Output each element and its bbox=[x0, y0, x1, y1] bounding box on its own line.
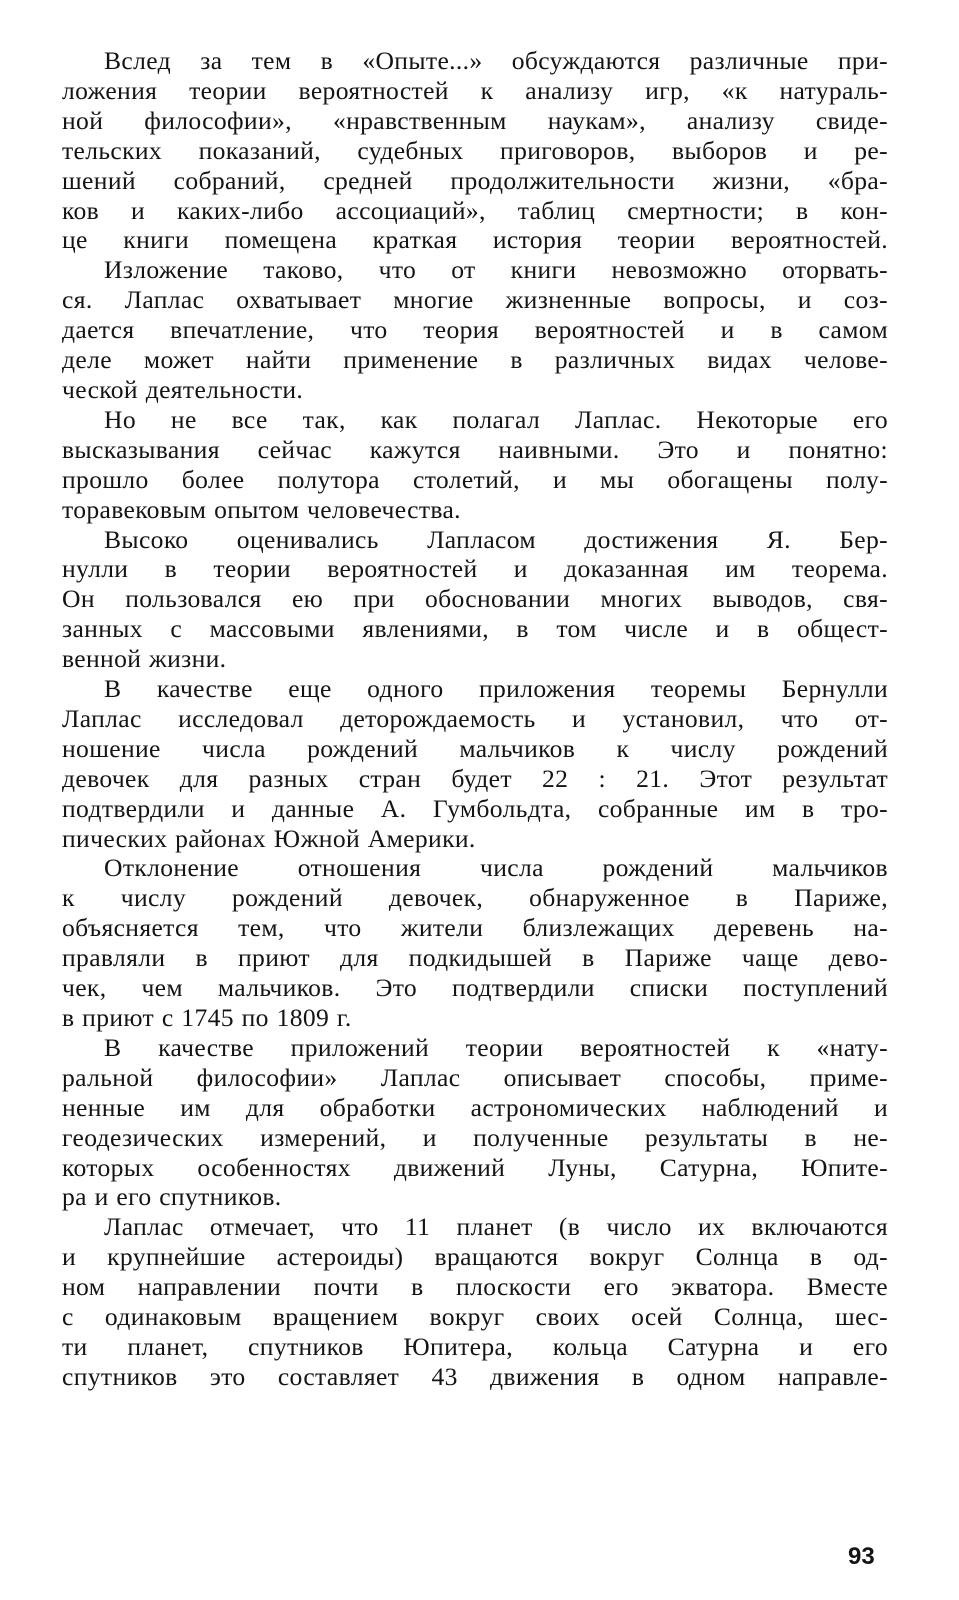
text-line: тельских показаний, судебных приговоров, выборов и ре- bbox=[62, 135, 888, 165]
text-line: геодезических измерений, и полученные результаты в не- bbox=[62, 1122, 888, 1152]
text-line: девочек для разных стран будет 22 : 21. Этот результат bbox=[62, 763, 888, 793]
text-line: ненные им для обработки астрономических наблюдений и bbox=[62, 1092, 888, 1122]
text-line: ложения теории вероятностей к анализу игр, «к натураль- bbox=[62, 75, 888, 105]
text-line: Высоко оценивались Лапласом достижения Я. Бер- bbox=[104, 524, 888, 554]
text-line: Вслед за тем в «Опыте...» обсуждаются различные при- bbox=[104, 46, 888, 75]
text-line: дается впечатление, что теория вероятностей и в самом bbox=[62, 315, 888, 345]
text-line: и крупнейшие астероиды) вращаются вокруг Солнца в од- bbox=[62, 1242, 888, 1272]
text-line: В качестве приложений теории вероятностей к «нату- bbox=[104, 1032, 888, 1062]
paragraph bbox=[62, 853, 888, 1032]
paragraph bbox=[62, 405, 888, 525]
text-line: к числу рождений девочек, обнаруженное в Париже, bbox=[62, 883, 888, 913]
text-line: занных с массовыми явлениями, в том числе и в общест- bbox=[62, 614, 888, 644]
text-line: В качестве еще одного приложения теоремы Бернулли bbox=[104, 674, 888, 704]
text-line: деле может найти применение в различных видах челове- bbox=[62, 345, 888, 375]
text-line: высказывания сейчас кажутся наивными. Это и понятно: bbox=[62, 434, 888, 464]
text-line: нулли в теории вероятностей и доказанная им теорема. bbox=[62, 554, 888, 584]
text-line: торавековым опытом человечества. bbox=[62, 494, 461, 524]
body-text bbox=[62, 46, 888, 1392]
text-line: с одинаковым вращением вокруг своих осей Солнца, шес- bbox=[62, 1302, 888, 1332]
text-line: ном направлении почти в плоскости его экватора. Вместе bbox=[62, 1272, 888, 1302]
text-line: которых особенностях движений Луны, Сатурна, Юпите- bbox=[62, 1152, 888, 1182]
paragraph bbox=[62, 1033, 888, 1212]
text-line: ра и его спутников. bbox=[62, 1182, 282, 1212]
text-line: чек, чем мальчиков. Это подтвердили списки поступлений bbox=[62, 973, 888, 1003]
text-line: ральной философии» Лаплас описывает способы, приме- bbox=[62, 1062, 888, 1092]
text-line: Но не все так, как полагал Лаплас. Некоторые его bbox=[104, 404, 888, 434]
text-line: ся. Лаплас охватывает многие жизненные вопросы, и соз- bbox=[62, 285, 888, 315]
text-line: прошло более полутора столетий, и мы обогащены полу- bbox=[62, 464, 888, 494]
text-line: ной философии», «нравственным наукам», анализу свиде- bbox=[62, 105, 888, 135]
text-line: спутников это составляет 43 движения в одном направле- bbox=[62, 1361, 888, 1391]
text-line: Изложение таково, что от книги невозможно оторвать- bbox=[104, 255, 888, 285]
paragraph bbox=[62, 525, 888, 675]
text-line: пических районах Южной Америки. bbox=[62, 823, 476, 853]
paragraph bbox=[62, 1212, 888, 1391]
text-line: це книги помещена краткая история теории вероятностей. bbox=[62, 225, 888, 255]
text-line: ческой деятельности. bbox=[62, 374, 304, 404]
text-line: ти планет, спутников Юпитера, кольца Сатурна и его bbox=[62, 1331, 888, 1361]
paragraph bbox=[62, 46, 888, 255]
text-line: Лаплас исследовал деторождаемость и установил, что от- bbox=[62, 703, 888, 733]
page-number: 93 bbox=[848, 1543, 875, 1570]
text-line: объясняется тем, что жители близлежащих деревень на- bbox=[62, 913, 888, 943]
text-line: ношение числа рождений мальчиков к числу рождений bbox=[62, 733, 888, 763]
text-line: ков и каких-либо ассоциаций», таблиц смертности; в кон- bbox=[62, 195, 888, 225]
text-line: подтвердили и данные А. Гумбольдта, собранные им в тро- bbox=[62, 793, 888, 823]
text-line: Отклонение отношения числа рождений мальчиков bbox=[104, 853, 888, 883]
paragraph bbox=[62, 674, 888, 853]
paragraph bbox=[62, 255, 888, 405]
text-line: в приют с 1745 по 1809 г. bbox=[62, 1003, 352, 1032]
text-line: венной жизни. bbox=[62, 644, 227, 674]
text-line: шений собраний, средней продолжительности жизни, «бра- bbox=[62, 165, 888, 195]
text-line: Он пользовался ею при обосновании многих выводов, свя- bbox=[62, 584, 888, 614]
text-line: Лаплас отмечает, что 11 планет (в число их включаются bbox=[104, 1212, 888, 1242]
text-line: правляли в приют для подкидышей в Париже чаще дево- bbox=[62, 943, 888, 973]
